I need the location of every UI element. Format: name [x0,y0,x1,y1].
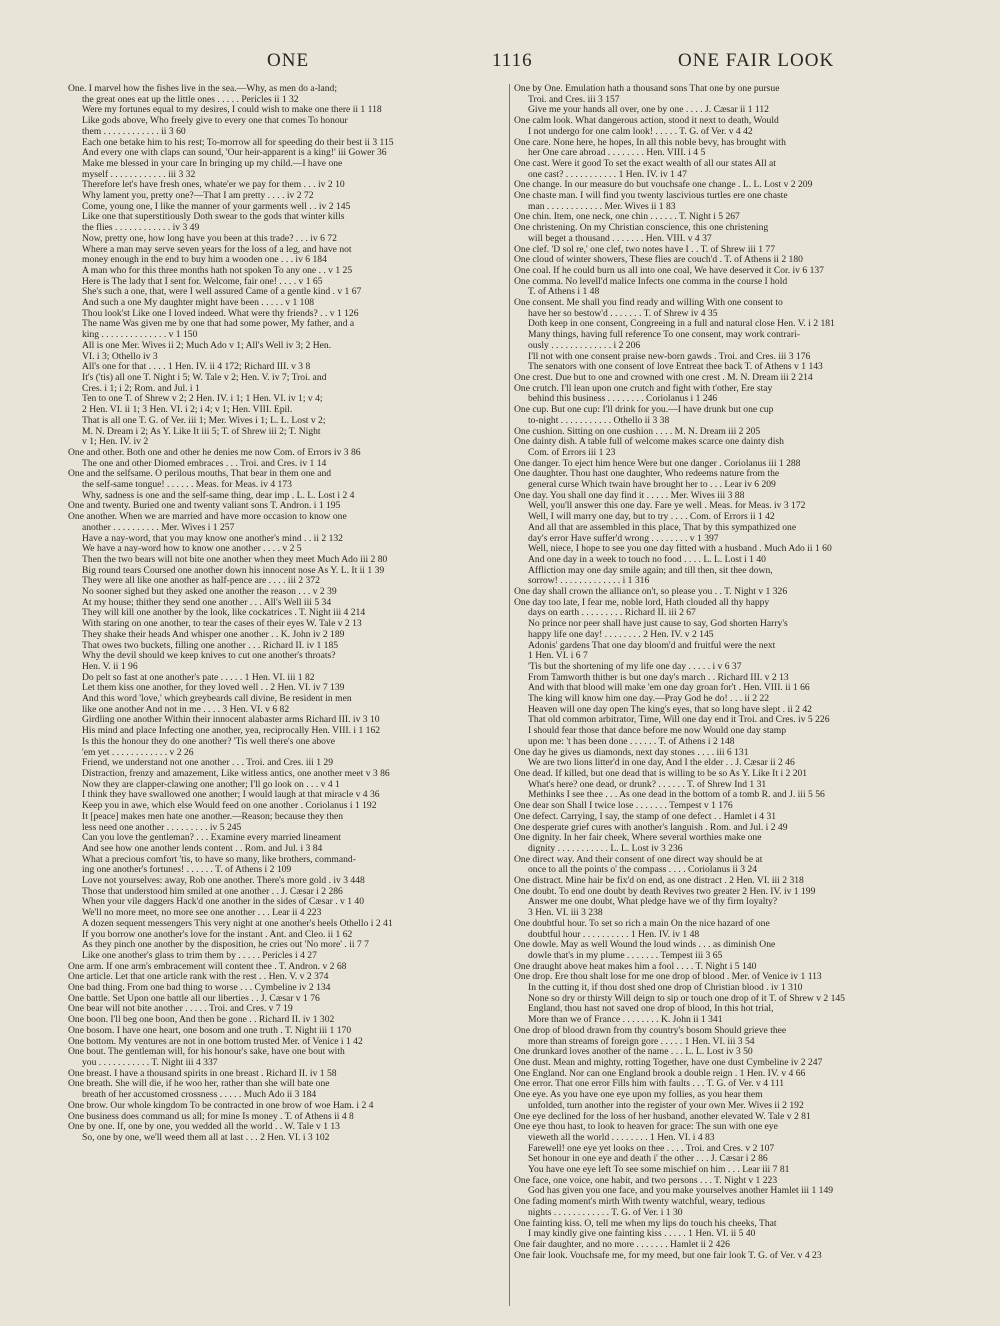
entry-line: One drop. Ere thou shalt lose for me one drop of blood . Mer. of Venice iv 1 113 [514,972,822,983]
entry-line: Thou look'st Like one I loved indeed. What were thy friends? . . v 1 126 [82,308,359,319]
entry-line: One dust. Mean and mighty, rotting Together, have one dust Cymbeline iv 2 247 [514,1057,823,1068]
entry-line: You have one eye left To see some mischief on him . . . Lear iii 7 81 [528,1165,790,1176]
entry-line: One crest. Due but to one and crowned with one crest . M. N. Dream iii 2 214 [514,372,813,383]
entry-line: One draught above heat makes him a fool . . . . T. Night i 5 140 [514,961,757,972]
page-number: 1116 [492,50,533,71]
entry-line: Love not yourselves: away, Rob one another. There's more gold . iv 3 448 [82,876,365,887]
entry-line: One dead. If killed, but one dead that is willing to be so As Y. Like It i 2 201 [514,769,808,779]
entry-line: One by One. Emulation hath a thousand sons That one by one pursue [514,84,780,94]
page-header [70,50,960,80]
entry-line: Like one another's glass to trim them by . . . . . Pericles i 4 27 [82,950,317,961]
entry-line: Each one betake him to his rest; To-morrow all for speeding do their best ii 3 115 [82,137,394,148]
entry-line: His mind and place Infecting one another, yea, reciprocally Hen. VIII. i 1 162 [82,726,381,737]
entry-line: less need one another . . . . . . . . . iv 5 245 [82,822,242,833]
entry-line: one cast? . . . . . . . . . . . 1 Hen. IV. iv 1 47 [528,169,687,180]
entry-line: I'll not with one consent praise new-born gawds . Troi. and Cres. iii 3 176 [528,351,811,362]
entry-line: God has given you one face, and you make yourselves another Hamlet iii 1 149 [528,1186,834,1197]
entry-line: Why the devil should we keep knives to cut one another's throats? [82,651,336,662]
entry-line: One care. None here, he hopes, In all this noble bevy, has brought with [514,137,786,148]
entry-line: Keep you in awe, which else Would feed on one another . Coriolanus i 1 192 [82,801,377,812]
entry-line: One day. You shall one day find it . . . . . Mer. Wives iii 3 88 [514,490,745,501]
entry-line: That old common arbitrator, Time, Will one day end it Troi. and Cres. iv 5 226 [528,715,830,726]
entry-line: And with that blood will make 'em one day groan for't . Hen. VIII. ii 1 66 [528,683,810,694]
entry-line: I not undergo for one calm look! . . . . . T. G. of Ver. v 4 42 [528,126,753,137]
entry-line: 2 Hen. VI. ii 1; 3 Hen. VI. i 2; i 4; v 1; Hen. VIII. Epil. [82,405,293,416]
entry-line: Why, sadness is one and the self-same thing, dear imp . L. L. Lost i 2 4 [82,490,355,501]
column-divider [509,84,510,1306]
entry-line: will beget a thousand . . . . . . . Hen. VIII. v 4 37 [528,233,712,244]
entry-line: One dear son Shall I twice lose . . . . . . . Tempest v 1 176 [514,801,733,812]
entry-line: v 1; Hen. IV. iv 2 [82,437,149,448]
entry-line: What's here? one dead, or drunk? . . . . . . T. of Shrew Ind 1 31 [528,779,767,790]
entry-line: Is this the honour they do one another? 'Tis well there's one above [82,736,336,747]
entry-line: Many things, having full reference To one consent, may work contrari- [528,330,800,341]
entry-line: One breast. I have a thousand spirits in one breast . Richard II. iv 1 58 [68,1068,337,1079]
entry-line: ously . . . . . . . . . . . . . i 2 206 [528,340,641,351]
entry-line: A man who for this three months hath not spoken To any one . . v 1 25 [82,265,353,276]
entry-line: It [peace] makes men hate one another.—Reason; because they then [82,811,344,822]
entry-line: And one day in a week to touch no food . . . . L. L. Lost i 1 40 [528,554,766,565]
entry-line: More than we of France . . . . . . . . K. John ii 1 341 [528,1015,723,1026]
entry-line: And see how one another lends content . . Rom. and Jul. i 3 84 [82,843,323,854]
entry-line: One error. That one error Fills him with faults . . . T. G. of Ver. v 4 111 [514,1079,785,1090]
entry-line: England, thou hast not saved one drop of blood, In this hot trial, [528,1004,774,1015]
entry-line: Have a nay-word, that you may know one another's mind . . ii 2 132 [82,533,343,544]
entry-line: We are two lions litter'd in one day, And I the elder . . J. Cæsar ii 2 46 [528,758,795,769]
entry-line: In the cutting it, if thou dost shed one drop of Christian blood . iv 1 310 [528,983,803,994]
entry-line: 'Tis but the shortening of my life one day . . . . . i v 6 37 [528,661,742,672]
entry-line: One eye declined for the loss of her husband, another elevated W. Tale v 2 81 [514,1111,811,1122]
entry-line: One dowle. May as well Wound the loud winds . . . as diminish One [514,940,776,951]
entry-line: Adonis' gardens That one day bloom'd and fruitful were the next [528,640,776,651]
entry-line: king . . . . . . . . . . . . . . v 1 150 [82,330,198,341]
entry-line: Make me blessed in your care In bringing up my child.—I have one [82,158,343,169]
entry-line: you . . . . . . . . . . . T. Night iii 4 337 [82,1057,218,1068]
entry-line: One coal. If he could burn us all into one coal, We have deserved it Cor. iv 6 137 [514,265,824,276]
entry-line: Like gods above, Who freely give to every one that comes To honour [82,116,348,127]
entry-line: One daughter. Thou hast one daughter, Who redeems nature from the [514,469,780,480]
entry-line: man . . . . . . . . . . . . Mer. Wives ii 1 83 [528,201,676,212]
entry-line: Troi. and Cres. iii 3 157 [528,94,620,105]
entry-line: dignity . . . . . . . . . . . L. L. Lost iv 3 236 [528,843,683,854]
entry-line: One eye. As you have one eye upon my follies, as you hear them [514,1090,763,1101]
entry-line: Do pelt so fast at one another's pate . . . . . 1 Hen. VI. iii 1 82 [82,672,315,683]
entry-line: And all that are assembled in this place, That by this sympathized one [528,522,797,533]
entry-line: doubtful hour . . . . . . . . . . 1 Hen. IV. iv 1 48 [528,929,700,940]
entry-line: One consent. Me shall you find ready and willing With one consent to [514,298,783,309]
entry-line: One face, one voice, one habit, and two persons . . . T. Night v 1 223 [514,1175,778,1186]
entry-line: And every one with claps can sound, 'Our heir-apparent is a king!' iii Gower 36 [82,148,387,159]
entry-line: Set honour in one eye and death i' the other . . . J. Cæsar i 2 86 [528,1154,768,1165]
entry-line: One fair look. Vouchsafe me, for my meed, but one fair look T. G. of Ver. v 4 23 [514,1250,822,1261]
entry-line: One business does command us all; for mine Is money . T. of Athens ii 4 8 [68,1111,354,1122]
entry-line: once to all the points o' the compass . . . . Coriolanus ii 3 24 [528,865,758,876]
entry-line: I may kindly give one fainting kiss . . . . . 1 Hen. VI. ii 5 40 [528,1229,756,1240]
entry-line: dowle that's in my plume . . . . . . . Tempest iii 3 65 [528,950,723,961]
entry-line: 1 Hen. VI. i 6 7 [528,651,588,662]
entry-line: One and twenty. Buried one and twenty valiant sons T. Andron. i 1 195 [68,501,341,512]
entry-line: So, one by one, we'll weed them all at last . . . 2 Hen. VI. i 3 102 [82,1132,330,1143]
entry-line: It's ('tis) all one T. Night i 5; W. Tale v 2; Hen. V. iv 7; Troi. and [82,372,327,383]
entry-line: M. N. Dream i 2; As Y. Like It iii 5; T. of Shrew iii 2; T. Night [82,426,321,437]
entry-line: That is all one T. G. of Ver. iii 1; Mer. Wives i 1; L. L. Lost v 2; [82,415,326,426]
entry-line: One distract. Mine hair be fix'd on end, as one distract . 2 Hen. VI. iii 2 318 [514,876,804,887]
entry-line: One day shall crown the alliance on't, so please you . . T. Night v 1 326 [514,587,788,598]
entry-line: Well, I will marry one day, but to try . . . . Com. of Errors ii 1 42 [528,512,775,523]
left-column [68,84,504,1314]
entry-line: Girdling one another Within their innocent alabaster arms Richard III. iv 3 10 [82,715,380,726]
running-head-right: ONE FAIR LOOK [678,50,835,71]
entry-line: One battle. Set Upon one battle all our liberties . . J. Cæsar v 1 76 [68,993,320,1004]
entry-line: Farewell! one eye yet looks on thee . . . . Troi. and Cres. v 2 107 [528,1143,775,1154]
entry-line: One drunkard loves another of the name . . . L. L. Lost iv 3 50 [514,1047,753,1058]
entry-line: One dignity. In her fair cheek, Where several worthies make one [514,833,762,844]
running-head-left: ONE [267,50,310,71]
entry-line: At my house; thither they send one another . . . All's Well iii 5 34 [82,597,332,608]
entry-line: Now they are clapper-clawing one another; I'll go look on . . . v 4 1 [82,779,340,790]
entry-line: None so dry or thirsty Will deign to sip or touch one drop of it T. of Shrew v 2 145 [528,993,845,1004]
entry-line: One. I marvel how the fishes live in the sea.—Why, as men do a-land; [68,84,337,94]
entry-line: One fading moment's mirth With twenty watchful, weary, tedious [514,1197,765,1208]
entry-line: Well, you'll answer this one day. Fare ye well . Meas. for Meas. iv 3 172 [528,501,806,512]
entry-line: another . . . . . . . . . . Mer. Wives i 1 257 [82,522,235,533]
entry-line: One comma. No levell'd malice Infects one comma in the course I hold [514,276,788,287]
entry-line: Heaven will one day open The king's eyes, that so long have slept . ii 2 42 [528,704,812,715]
entry-line: Like one that superstitiously Doth swear to the gods that winter kills [82,212,345,223]
entry-line: day's error Have suffer'd wrong . . . . . . . . v 1 397 [528,533,719,544]
right-column [514,84,952,1314]
entry-line: them . . . . . . . . . . . . ii 3 60 [82,126,186,137]
entry-line: money enough in the end to buy him a wooden one . . . iv 6 184 [82,255,327,266]
entry-line: Were my fortunes equal to my desires, I could wish to make one there ii 1 118 [82,105,382,116]
entry-line: One and the selfsame. O perilous mouths, That bear in them one and [68,469,332,480]
entry-line: We have a nay-word how to know one another . . . . v 2 5 [82,544,302,555]
entry-line: She's such a one, that, were I well assured Came of a gentle kind . v 1 67 [82,287,362,298]
entry-line: Come, young one, I like the manner of your garments well . . iv 2 145 [82,201,351,212]
entry-line: One change. In our measure do but vouchsafe one change . L. L. Lost v 2 209 [514,180,813,191]
entry-line: The senators with one consent of love Entreat thee back T. of Athens v 1 143 [528,362,823,373]
entry-line: With staring on one another, to tear the cases of their eyes W. Tale v 2 13 [82,619,362,630]
entry-line: the flies . . . . . . . . . . . . iv 3 49 [82,223,200,234]
entry-line: One England. Nor can one England brook a double reign . 1 Hen. IV. v 4 66 [514,1068,806,1079]
entry-line: more than streams of foreign gore . . . . . 1 Hen. VI. iii 3 54 [528,1036,755,1047]
entry-line: Hen. V. ii 1 96 [82,661,138,672]
entry-line: They shake their heads And whisper one another . . K. John iv 2 189 [82,629,345,640]
entry-line: One desperate grief cures with another's languish . Rom. and Jul. i 2 49 [514,822,788,833]
entry-line: vieweth all the world . . . . . . . . 1 Hen. VI. i 4 83 [528,1132,715,1143]
entry-line: sorrow! . . . . . . . . . . . . . i 1 316 [528,576,650,587]
entry-line: general curse Which twain have brought her to . . . Lear iv 6 209 [528,480,776,491]
entry-line: Can you love the gentleman? . . . Examine every married lineament [82,833,341,844]
entry-line: behind this business . . . . . . . . Coriolanus i 1 246 [528,394,718,405]
entry-line: The one and other Diomed embraces . . . Troi. and Cres. iv 1 14 [82,458,327,469]
entry-line: breath of her accustomed crossness . . . . . Much Ado ii 3 184 [82,1090,317,1101]
entry-line: 'em yet . . . . . . . . . . . . v 2 26 [82,747,194,758]
entry-line: One eye thou hast, to look to heaven for grace: The sun with one eye [514,1122,778,1133]
entry-line: One christening. On my Christian conscience, this one christening [514,223,769,234]
entry-line: the self-same tongue! . . . . . . Meas. for Meas. iv 4 173 [82,480,292,491]
entry-line: No prince nor peer shall have just cause to say, God shorten Harry's [528,619,788,630]
entry-line: One arm. If one arm's embracement will content thee . T. Andron. v 2 68 [68,961,347,972]
entry-line: One bottom. My ventures are not in one bottom trusted Mer. of Venice i 1 42 [68,1036,363,1047]
entry-line: Affliction may one day smile again; and till then, sit thee down, [528,565,773,576]
entry-line: like one another And not in me . . . . 3 Hen. VI. v 6 82 [82,704,290,715]
entry-line: One danger. To eject him hence Were but one danger . Coriolanus iii 1 288 [514,458,801,469]
entry-line: One cushion. Sitting on one cushion . . . . M. N. Dream iii 2 205 [514,426,761,437]
entry-line: Those that understood him smiled at one another . . J. Cæsar i 2 286 [82,886,343,897]
entry-line: days on earth . . . . . . . . . Richard II. iii 2 67 [528,608,696,619]
entry-line: One chaste man. I will find you twenty lascivious turtles ere one chaste [514,191,788,202]
entry-line: to-night . . . . . . . . . . . Othello ii 3 38 [528,415,670,426]
entry-line: No sooner sighed but they asked one another the reason . . . v 2 39 [82,587,337,598]
entry-line: Why lament you, pretty one?—That I am pretty . . . . iv 2 72 [82,191,314,202]
entry-line: ing one another's fortunes! . . . . . . T. of Athens i 2 109 [82,865,292,876]
entry-line: The name Was given me by one that had some power, My father, and a [82,319,355,330]
entry-line: One another. When we are married and have more occasion to know one [68,512,347,523]
entry-line: One chin. Item, one neck, one chin . . . . . . T. Night i 5 267 [514,212,740,223]
entry-line: happy life one day! . . . . . . . . 2 Hen. IV. v 2 145 [528,629,714,640]
entry-line: Distraction, frenzy and amazement, Like witless antics, one another meet v 3 86 [82,769,390,779]
entry-line: One breath. She will die, if he woo her, rather than she will bate one [68,1079,330,1090]
entry-line: Big round tears Coursed one another down his innocent nose As Y. L. It ii 1 39 [82,565,385,576]
entry-line: Doth keep in one consent, Congreeing in a full and natural close Hen. V. i 2 181 [528,319,835,330]
entry-line: Where a man may serve seven years for the loss of a leg, and have not [82,244,352,255]
entry-line: We'll no more meet, no more see one another . . . Lear ii 4 223 [82,908,322,919]
entry-line: Cres. i 1; i 2; Rom. and Jul. i 1 [82,383,200,394]
entry-line: One bout. The gentleman will, for his honour's sake, have one bout with [68,1047,345,1058]
entry-line: One drop of blood drawn from thy country's bosom Should grieve thee [514,1025,787,1036]
entry-line: 3 Hen. VI. iii 3 238 [528,908,603,919]
entry-line: T. of Athens i 1 48 [528,287,600,298]
entry-line: upon me: 't has been done . . . . . . T. of Athens i 2 148 [528,736,735,747]
entry-line: They will kill one another by the look, like cockatrices . T. Night iii 4 214 [82,608,366,619]
entry-line: Then the two bears will not bite one another when they meet Much Ado iii 2 80 [82,554,388,565]
entry-line: One fair daughter, and no more . . . . . . . Hamlet ii 2 426 [514,1239,730,1250]
entry-line: One cloud of winter showers, These flies are couch'd . T. of Athens ii 2 180 [514,255,803,266]
entry-line: unfolded, turn another into the register of your own Mer. Wives ii 2 192 [528,1100,804,1111]
entry-line: One dainty dish. A table full of welcome makes scarce one dainty dish [514,437,784,448]
entry-line: One bear will not bite another . . . . . Troi. and Cres. v 7 19 [68,1004,293,1015]
entry-line: Here is The lady that I sent for. Welcome, fair one! . . . . v 1 65 [82,276,323,287]
entry-line: One bosom. I have one heart, one bosom and one truth . T. Night iii 1 170 [68,1025,352,1036]
entry-line: And this word 'love,' which greybeards call divine, Be resident in men [82,694,352,705]
entry-line: From Tamworth thither is but one day's march . . Richard III. v 2 13 [528,672,789,683]
entry-line: One crutch. I'll lean upon one crutch and fight with t'other, Ere stay [514,383,773,394]
entry-line: One clef. 'D sol re,' one clef, two notes have I . . T. of Shrew iii 1 77 [514,244,775,255]
entry-line: One fainting kiss. O, tell me when my lips do touch his cheeks, That [514,1218,777,1229]
entry-line: I should fear those that dance before me now Would one day stamp [528,726,787,737]
entry-line: A dozen sequent messengers This very night at one another's heels Othello i 2 41 [82,918,393,929]
entry-line: VI. i 3; Othello iv 3 [82,351,158,362]
entry-line: One doubt. To end one doubt by death Revives two greater 2 Hen. IV. iv 1 199 [514,886,816,897]
entry-line: One defect. Carrying, I say, the stamp of one defect . . Hamlet i 4 31 [514,811,777,822]
entry-line: Friend, we understand not one another . . . Troi. and Cres. iii 1 29 [82,758,334,769]
entry-line: the great ones eat up the little ones . . . . . Pericles ii 1 32 [82,94,299,105]
entry-line: And such a one My daughter might have been . . . . . v 1 108 [82,298,315,309]
entry-line: If you borrow one another's love for the instant . Ant. and Cleo. ii 1 62 [82,929,353,940]
entry-line: nights . . . . . . . . . . . . T. G. of Ver. i 1 30 [528,1207,683,1218]
entry-line: myself . . . . . . . . . . . . iii 3 32 [82,169,196,180]
entry-line: Therefore let's have fresh ones, whate'er we pay for them . . . iv 2 10 [82,180,345,191]
entry-line: What a precious comfort 'tis, to have so many, like brothers, command- [82,854,356,865]
entry-line: Let them kiss one another, for they loved well . . 2 Hen. VI. iv 7 139 [82,683,345,694]
entry-line: One bad thing. From one bad thing to worse . . . Cymbeline iv 2 134 [68,983,331,994]
entry-line: One cast. Were it good To set the exact wealth of all our states All at [514,158,776,169]
entry-line: Now, pretty one, how long have you been at this trade? . . . iv 6 72 [82,233,337,244]
entry-line: All is one Mer. Wives ii 2; Much Ado v 1; All's Well iv 3; 2 Hen. [82,340,332,351]
entry-line: Answer me one doubt, What pledge have we of thy firm loyalty? [528,897,778,908]
entry-line: I think they have swallowed one another; I would laugh at that miracle v 4 36 [82,790,380,801]
entry-line: One article. Let that one article rank with the rest . . Hen. V. v 2 374 [68,972,329,983]
entry-line: One cup. But one cup: I'll drink for you.—I have drunk but one cup [514,405,774,416]
entry-line: One day too late, I fear me, noble lord, Hath clouded all thy happy [514,597,770,608]
entry-line: Give me your hands all over, one by one . . . . J. Cæsar ii 1 112 [528,105,769,116]
entry-line: Well, niece, I hope to see you one day fitted with a husband . Much Ado ii 1 60 [528,544,832,555]
entry-line: One doubtful hour. To set so rich a main On the nice hazard of one [514,918,770,929]
entry-line: Methinks I see thee . . . As one dead in the bottom of a tomb R. and J. iii 5 56 [528,790,825,801]
entry-line: The king will know him one day.—Pray God he do! . . . ii 2 22 [528,694,770,705]
entry-line: When your vile daggers Hack'd one another in the sides of Cæsar . v 1 40 [82,897,365,908]
entry-line: One by one. If, one by one, you wedded all the world . . W. Tale v 1 13 [68,1122,340,1133]
entry-line: That owes two buckets, filling one another . . . Richard II. iv 1 185 [82,640,339,651]
entry-line: All's one for that . . . . 1 Hen. IV. ii 4 172; Richard III. v 3 8 [82,362,311,373]
entry-line: One direct way. And their consent of one direct way should be at [514,854,763,865]
entry-line: Ten to one T. of Shrew v 2; 2 Hen. IV. i 1; 1 Hen. VI. iv 1; v 4; [82,394,323,405]
entry-line: They were all like one another as half-pence are . . . . iii 2 372 [82,576,320,587]
entry-line: One day he gives us diamonds, next day stones . . . . iii 6 131 [514,747,749,758]
entry-line: her One care abroad . . . . . . . . Hen. VIII. i 4 5 [528,148,706,159]
entry-line: One brow. Our whole kingdom To be contracted in one brow of woe Ham. i 2 4 [68,1100,374,1111]
entry-line: As they pinch one another by the disposition, he cries out 'No more' . ii 7 7 [82,940,369,951]
entry-line: One boon. I'll beg one boon, And then be gone . . Richard II. iv 1 302 [68,1015,335,1026]
entry-line: Com. of Errors iii 1 23 [528,447,616,458]
entry-line: have her so bestow'd . . . . . . . T. of Shrew iv 4 35 [528,308,718,319]
entry-line: One and other. Both one and other he denies me now Com. of Errors iv 3 86 [68,447,361,458]
entry-line: One calm look. What dangerous action, stood it next to death, Would [514,116,779,127]
